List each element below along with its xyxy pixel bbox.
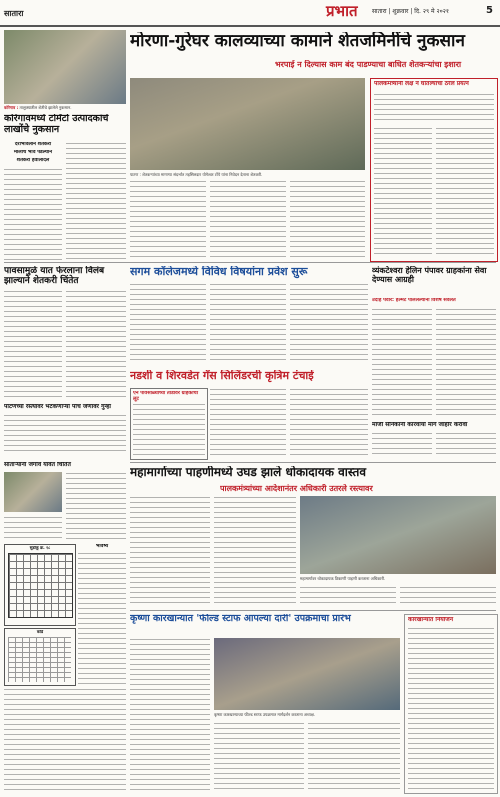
tomato-caption: तालुक्यातील शेतीचे झालेले नुकसान. <box>19 105 72 110</box>
left-bottom-text <box>4 688 126 792</box>
camp-headline: माजी सैनिकांनी कारवाया मार्ग जाहीर करावा <box>372 422 468 428</box>
horoscope-text <box>78 552 126 684</box>
camp-text-col2 <box>436 432 496 458</box>
tomato-sub2: मालाचे भाव पडल्याने <box>14 150 52 155</box>
page-number: 5 <box>486 5 493 16</box>
village-headline: पाटणच्या रस्त्यावर भटकणाऱ्या पाच जणांवर गुन्हा <box>4 404 111 410</box>
tomato-photo <box>4 30 126 104</box>
left-small-headline: साताऱ्यांनी जगावे यावेत चिंतित <box>4 462 71 468</box>
warning-text-col1 <box>210 388 286 458</box>
hospital-headline: व्यंकटेश्वरा हेलिन पंपावर ग्राहकांना सेवा देण्यास आग्रही <box>372 266 487 285</box>
left-small-text-col1 <box>4 516 62 540</box>
sudoku <box>4 544 76 626</box>
horoscope <box>78 544 126 684</box>
water-subhead: पालकमंत्र्यांच्या आदेशानंतर अधिकारी उतरले रस्त्यावर <box>220 484 373 493</box>
bottom-caption: कृष्णा कारखान्याच्या फील्ड स्टाफ उपक्रमात मार्गदर्शन करताना अध्यक्ष. <box>214 712 315 717</box>
logo: प्रभात <box>326 2 358 20</box>
right-box-col2 <box>436 127 494 257</box>
hospital-subhead: उदाह पवार: हेल्मेट पाललेल्यांना विशेष सवलत <box>372 298 456 303</box>
divider-1 <box>4 262 496 263</box>
masthead <box>0 0 500 28</box>
right-box-col1 <box>374 127 432 257</box>
lead-caption: पाटण : शेतकऱ्यांच्या मागण्या संदर्भात तहसिलदार योगेश्वर टोंपे यांना निवेदन देताना शेतकरी. <box>130 172 263 177</box>
lead-text-col2 <box>210 180 286 260</box>
right-box-title: पालकमंत्र्यांनी लक्ष न घातल्याचा ठरेल प्रयत्न <box>374 81 469 87</box>
bottom-text-col1 <box>130 638 210 792</box>
tomato-headline: कोरेगावमध्ये टोमॅटो उत्पादकांचे लाखोंचे नुकसान <box>4 114 109 135</box>
hospital-text-col1 <box>372 308 432 418</box>
farmer-text-col1 <box>4 290 62 400</box>
bottom-right-text <box>408 627 494 789</box>
right-box <box>370 78 498 262</box>
lead-subhead: भरपाई न दिल्यास काम बंद पाडण्याचा बाधित शेतकऱ्यांचा इशारा <box>275 60 462 69</box>
sudoku-grid <box>8 553 73 618</box>
horoscope-title: भविष्य <box>95 544 109 549</box>
college-text-col1 <box>130 283 206 363</box>
tomato-text-col2 <box>66 142 126 260</box>
lead-story-head <box>130 32 495 76</box>
farmer-text-col2 <box>66 290 126 400</box>
water-caption: महामार्गावर धोकादायक ठिकाणी पाहणी करताना अधिकारी. <box>300 576 386 581</box>
warning-headline: नडशी व शिरवडेत गॅस सिलिंडरची कृत्रिम टंचाई <box>130 370 314 382</box>
sudoku-title: सुडोकू क्र. १८ <box>29 546 51 550</box>
gas-box-text <box>133 403 205 457</box>
divider-2 <box>130 462 496 463</box>
college-text-col2 <box>210 283 286 363</box>
puzzle-2 <box>4 628 76 686</box>
lead-text-col1 <box>130 180 206 260</box>
gas-box-title: ऐन पावसाळ्याच्या तोंडावर ग्राहकांची लूट <box>133 391 198 402</box>
college-headline: सगम कॉलेजमध्ये विविध विषयांना प्रवेश सुरू <box>130 266 308 278</box>
right-box-intro <box>374 93 494 123</box>
village-text <box>4 414 126 454</box>
section-label: सातारा <box>4 9 24 18</box>
camp-text-col1 <box>372 432 432 458</box>
hospital-text-col2 <box>436 308 496 418</box>
bottom-headline: कृष्णा कारखान्यात 'फील्ड स्टाफ आपल्या दारी' उपक्रमाचा प्रारंभ <box>130 614 351 624</box>
water-photo <box>300 496 496 574</box>
bottom-text-col2 <box>214 722 304 792</box>
tomato-text-col1 <box>4 168 62 260</box>
water-text-col1 <box>130 496 210 606</box>
farmer-headline: पावसामुळे यात फेरलाना विलंब झाल्याने शेतकरी चिंतेत <box>4 266 105 287</box>
puzzle-2-grid <box>8 637 71 682</box>
left-small-photo <box>4 472 62 512</box>
water-text-col3 <box>300 586 396 606</box>
college-text-col3 <box>290 283 368 363</box>
water-text-col2 <box>214 496 296 606</box>
water-text-col4 <box>400 586 496 606</box>
bottom-right-headline: कारखान्यात नियोजन <box>408 617 454 623</box>
gas-box <box>130 388 208 460</box>
bottom-right-box <box>404 614 498 794</box>
lead-photo <box>130 78 365 170</box>
tomato-sub1: दराभोवलाने शेतकरी <box>14 142 52 147</box>
warning-text-col2 <box>290 388 368 458</box>
bottom-photo <box>214 638 400 710</box>
lead-text-col3 <box>290 180 365 260</box>
water-headline: महामार्गाच्या पाहणीमध्ये उघड झाले धोकादायक वास्तव <box>130 466 367 479</box>
divider-3 <box>130 610 496 611</box>
lead-headline: मोरणा-गुरेघर कालव्याच्या कामाने शेतजमिनींचे नुकसान <box>130 32 465 51</box>
left-small-text-col2 <box>66 472 126 540</box>
tomato-tag: कोरेगाव : <box>4 105 19 110</box>
dateline: सातारा | शुक्रवार | दि. २९ मे २०२१ <box>372 8 449 15</box>
bottom-text-col3 <box>308 722 400 792</box>
masthead-rule <box>0 25 500 27</box>
puzzle-2-title: कोडे <box>36 630 44 634</box>
tomato-sub3: शेतकरी हवालदिल <box>16 158 50 163</box>
